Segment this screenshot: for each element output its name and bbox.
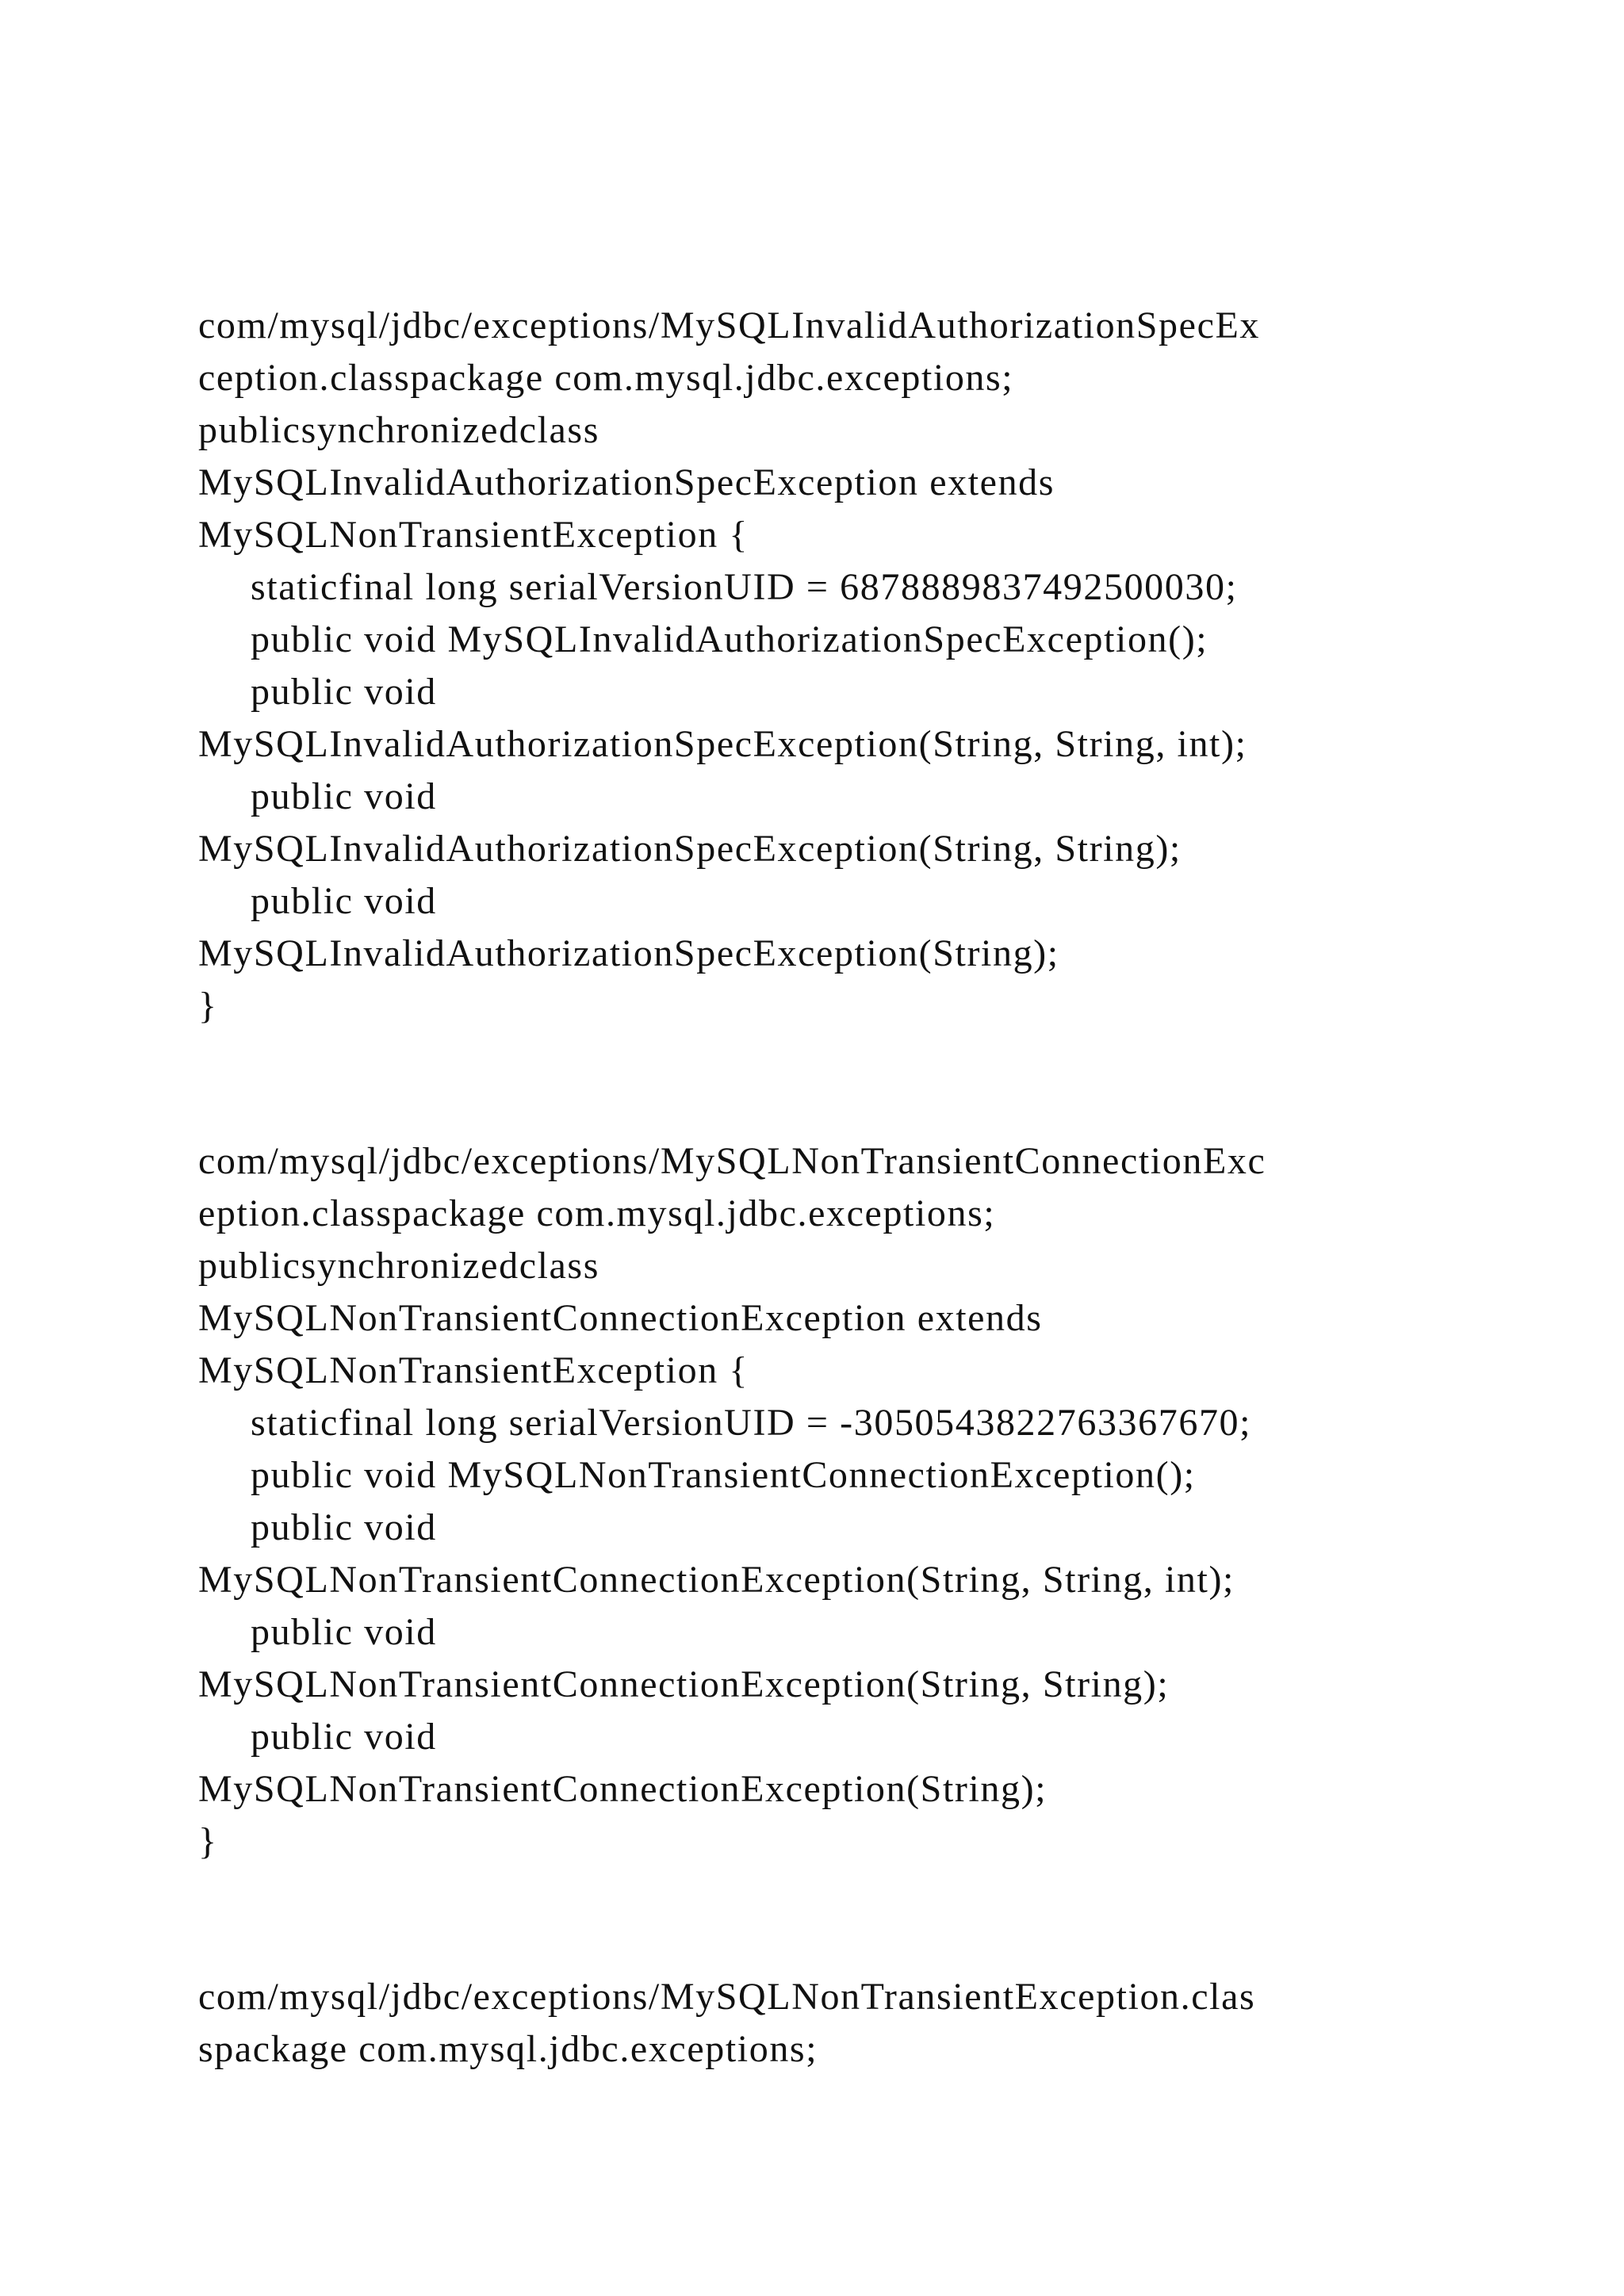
class-declaration-line: MySQLNonTransientConnectionException extends [198,1297,1043,1339]
method-line: public void [251,671,437,713]
method-line: public void MySQLInvalidAuthorizationSpecException(); [251,618,1208,660]
class-declaration-line: MySQLNonTransientException { [198,1349,749,1391]
method-line: public void [251,880,437,922]
class-path-line: spackage com.mysql.jdbc.exceptions; [198,2028,818,2070]
method-line: public void [251,1716,437,1758]
class-path-line: com/mysql/jdbc/exceptions/MySQLNonTransientException.clas [198,1976,1256,2018]
class-declaration-line: publicsynchronizedclass [198,409,599,451]
method-line: public void [251,1611,437,1653]
class-declaration-line: MySQLInvalidAuthorizationSpecException extends [198,461,1055,503]
method-line: MySQLNonTransientConnectionException(String, String, int); [198,1559,1235,1601]
field-line: staticfinal long serialVersionUID = -3050543822763367670; [251,1402,1252,1444]
class-listing-non-transient-connection-exception [198,1135,1594,1868]
method-line: public void [251,775,437,817]
class-path-line: ception.classpackage com.mysql.jdbc.exceptions; [198,357,1014,399]
class-path-line: eption.classpackage com.mysql.jdbc.exceptions; [198,1192,996,1234]
closing-brace-line: } [198,1820,218,1862]
class-declaration-line: publicsynchronizedclass [198,1245,599,1287]
field-line: staticfinal long serialVersionUID = 6878889837492500030; [251,566,1238,608]
method-line: MySQLInvalidAuthorizationSpecException(String, String, int); [198,723,1247,765]
method-line: MySQLInvalidAuthorizationSpecException(String, String); [198,828,1182,870]
class-listing-invalid-authorization-spec-exception [198,300,1594,1032]
class-path-line: com/mysql/jdbc/exceptions/MySQLNonTransientConnectionExc [198,1140,1266,1182]
method-line: public void MySQLNonTransientConnectionException(); [251,1454,1196,1496]
class-listing-non-transient-exception [198,1971,1594,2076]
method-line: public void [251,1506,437,1548]
method-line: MySQLInvalidAuthorizationSpecException(String); [198,932,1059,974]
method-line: MySQLNonTransientConnectionException(String); [198,1768,1048,1810]
class-path-line: com/mysql/jdbc/exceptions/MySQLInvalidAuthorizationSpecEx [198,304,1260,346]
closing-brace-line: } [198,985,218,1027]
method-line: MySQLNonTransientConnectionException(String, String); [198,1663,1170,1705]
class-declaration-line: MySQLNonTransientException { [198,514,749,556]
